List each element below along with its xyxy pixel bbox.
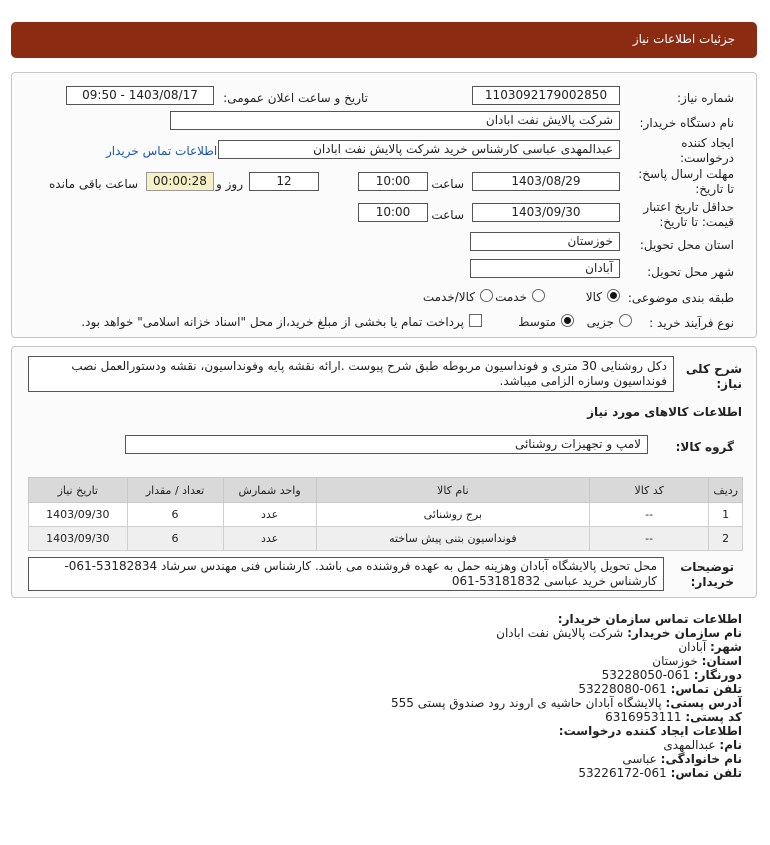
cell-code: -- [589,527,708,551]
remaining-time-field: 00:00:28 [146,172,214,191]
category-goods-service-label: کالا/خدمت [422,290,475,304]
cell-name: برج روشنائی [316,503,589,527]
contact-creator-phone: تلفن تماس: 061-53226172 [578,766,742,780]
buyer-contact-link[interactable]: اطلاعات تماس خریدار [106,144,218,158]
cell-row: 2 [709,527,743,551]
validity-date-field: 1403/09/30 [472,203,620,222]
goods-group-label: گروه کالا: [675,440,734,454]
goods-group-field: لامپ و تجهیزات روشنائی [125,435,648,454]
category-goods-service-radio[interactable] [480,289,493,302]
contact-postal: کد پستی: 6316953111 [605,710,742,724]
col-name: نام کالا [316,478,589,503]
category-label: طبقه بندی موضوعی: [627,291,734,305]
validity-time-label: ساعت [431,208,464,222]
announce-field: 1403/08/17 - 09:50 [66,86,214,105]
cell-date: 1403/09/30 [29,527,128,551]
description-label: شرح کلی نیاز: [685,362,742,391]
process-minor-radio[interactable] [619,314,632,327]
cell-row: 1 [709,503,743,527]
category-goods-label: کالا [585,290,602,304]
creator-field: عبدالمهدی عباسی کارشناس خرید شرکت پالایش نفت ابادان [218,140,620,159]
buyer-org-field: شرکت پالایش نفت ابادان [170,111,620,130]
deadline-label: مهلت ارسال پاسخ: تا تاریخ: [638,167,734,196]
contact-phone: تلفن تماس: 061-53228080 [578,682,742,696]
cell-unit: عدد [223,503,316,527]
buyer-org-label: نام دستگاه خریدار: [639,116,734,130]
category-service-radio[interactable] [532,289,545,302]
contact-section [42,612,742,780]
contact-first-name: نام: عبدالمهدی [663,738,742,752]
province-label: استان محل تحویل: [639,238,734,252]
city-label: شهر محل تحویل: [647,265,734,279]
contact-address: آدرس پستی: پالایشگاه آبادان حاشیه ی اروند رود صندوق پستی 555 [391,696,742,710]
deadline-date-field: 1403/08/29 [472,172,620,191]
remaining-label: ساعت باقی مانده [49,177,139,191]
col-code: کد کالا [589,478,708,503]
col-unit: واحد شمارش [223,478,316,503]
contact-buyer-name: نام سازمان خریدار: شرکت پالایش نفت ابادان [496,626,742,640]
goods-table [28,477,743,551]
table-row [29,503,743,527]
page-header [11,22,757,58]
announce-label: تاریخ و ساعت اعلان عمومی: [223,91,368,105]
category-goods-radio[interactable] [607,289,620,302]
category-service-label: خدمت [495,290,527,304]
contact-fax: دورنگار: 061-53228050 [601,668,742,682]
table-row [29,527,743,551]
goods-table-header [29,478,743,503]
validity-time-field: 10:00 [358,203,428,222]
contact-city: شهر: آبادان [678,640,742,654]
treasury-payment-checkbox[interactable] [469,314,482,327]
contact-province: استان: خوزستان [652,654,742,668]
col-qty: تعداد / مقدار [127,478,223,503]
cell-date: 1403/09/30 [29,503,128,527]
process-medium-radio[interactable] [561,314,574,327]
col-date: تاریخ نیاز [29,478,128,503]
process-label: نوع فرآیند خرید : [649,316,734,330]
cell-qty: 6 [127,527,223,551]
page-title: جزئیات اطلاعات نیاز [632,32,735,46]
province-field: خوزستان [470,232,620,251]
contact-org-title: اطلاعات تماس سازمان خریدار: [557,612,742,626]
buyer-notes-label: توضیحات خریدار: [680,560,734,589]
description-field: دکل روشنایی 30 متری و فونداسیون مربوطه طبق شرح پیوست .ارائه نقشه پایه وفونداسیون، نقشه ودستورالعمل نصب فونداسیون وسازه الزامی میباشد. [28,356,674,392]
deadline-time-field: 10:00 [358,172,428,191]
validity-label: حداقل تاریخ اعتبار قیمت: تا تاریخ: [643,200,734,229]
contact-last-name: نام خانوادگی: عباسی [622,752,742,766]
days-field: 12 [249,172,319,191]
cell-unit: عدد [223,527,316,551]
city-field: آبادان [470,259,620,278]
creator-label: ایجاد کننده درخواست: [680,136,734,165]
deadline-time-label: ساعت [431,177,464,191]
process-minor-label: جزیی [586,315,614,329]
contact-creator-title: اطلاعات ایجاد کننده درخواست: [558,724,742,738]
cell-qty: 6 [127,503,223,527]
cell-name: فونداسیون بتنی پیش ساخته [316,527,589,551]
need-number-field: 1103092179002850 [472,86,620,105]
buyer-notes-field: محل تحویل پالایشگاه آبادان وهزینه حمل به عهده فروشنده می باشد. کارشناس فنی مهندس سرشاد 53182834-061- کارشناس خرید عباسی 53181832-061 [28,557,664,591]
goods-table-wrap [28,477,743,551]
goods-section-title: اطلاعات کالاهای مورد نیاز [587,405,742,419]
need-number-label: شماره نیاز: [677,91,734,105]
treasury-payment-note: پرداخت تمام یا بخشی از مبلغ خرید،از محل "اسناد خزانه اسلامی" خواهد بود. [81,315,464,329]
process-medium-label: متوسط [518,315,556,329]
cell-code: -- [589,503,708,527]
col-row: ردیف [709,478,743,503]
days-label: روز و [216,177,243,191]
